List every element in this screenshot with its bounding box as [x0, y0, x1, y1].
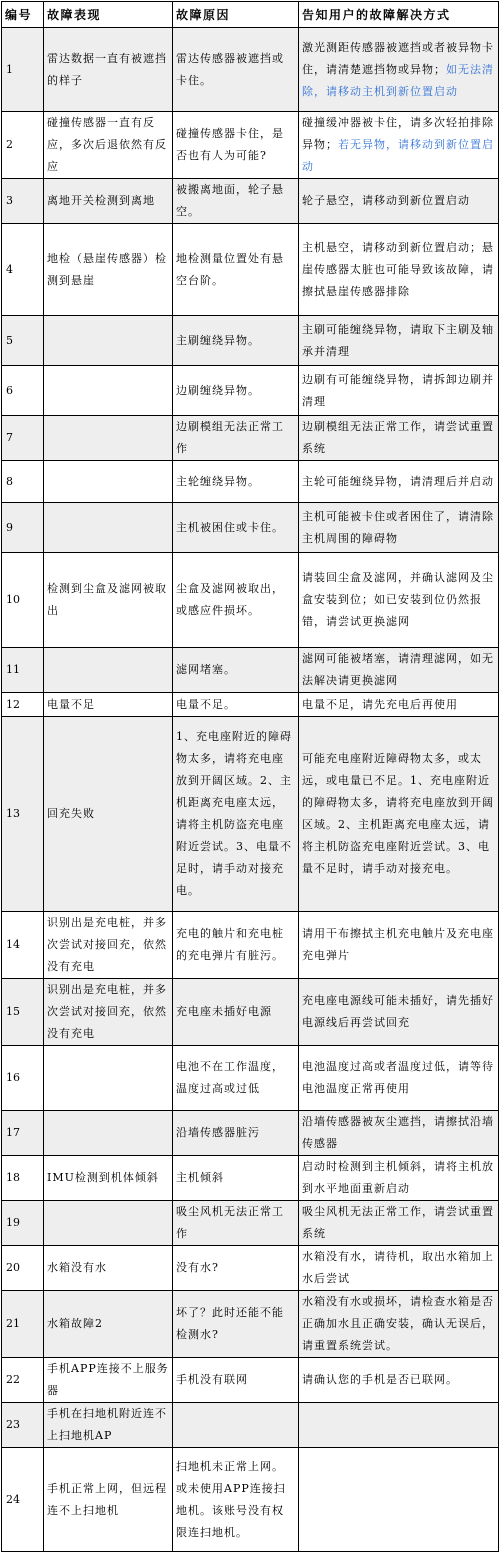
symptom-cell — [44, 503, 173, 553]
table-row — [2, 503, 499, 553]
row-number-text: 2 — [6, 138, 13, 151]
solution-cell — [299, 112, 499, 179]
solution-cell — [299, 1448, 499, 1552]
table-row — [2, 1111, 499, 1156]
symptom-cell-text: 手机正常上网，但远程连不上扫地机 — [47, 1481, 167, 1517]
cause-cell-text: 边刷缠绕异物。 — [176, 383, 260, 397]
solution-cell-text: 边刷有可能缠绕异物，请拆卸边刷并清理 — [302, 372, 494, 408]
solution-cell — [299, 179, 499, 224]
table-row — [2, 1448, 499, 1552]
row-number-text: 3 — [6, 194, 13, 207]
cause-cell-text: 电池不在工作温度，温度过高或过低 — [176, 1060, 284, 1095]
symptom-cell-text: 水箱故障2 — [47, 1317, 103, 1330]
solution-cell-text: 充电座电源线可能未插好，请先插好电源线后再尝试回充 — [302, 994, 494, 1029]
table-row — [2, 1403, 499, 1448]
row-number-text: 9 — [6, 520, 13, 534]
row-number — [2, 553, 44, 648]
cause-cell-text: 手机没有联网 — [176, 1373, 248, 1386]
solution-cell-text: 请用干布擦拭主机充电触片及充电座充电弹片 — [302, 927, 494, 962]
row-number-text: 4 — [6, 262, 13, 276]
cause-cell-text: 坏了？此时还能不能检测水? — [176, 1306, 284, 1341]
solution-cell-text: 轮子悬空，请移动到新位置启动 — [302, 194, 470, 207]
row-number-text: 18 — [6, 1171, 20, 1184]
solution-cell-text: 滤网可能被堵塞，请清理滤网，如无法解决请更换滤网 — [302, 652, 494, 687]
table-row — [2, 912, 499, 979]
cause-cell-text: 主轮缠绕异物。 — [176, 474, 260, 488]
cause-cell-text: 没有水? — [176, 1261, 219, 1274]
cause-cell — [173, 912, 299, 979]
row-number-text: 6 — [6, 383, 13, 397]
table-row — [2, 1358, 499, 1403]
cause-cell-text: 吸尘风机无法正常工作 — [176, 1205, 284, 1240]
cause-cell-text: 扫地机未正常上网。或未使用APP连接扫地机。该账号没有权限连扫地机。 — [176, 1459, 286, 1539]
cause-cell-text: 沿墙传感器脏污 — [176, 1126, 260, 1139]
solution-cell-text: 启动时检测到主机倾斜，请将主机放到水平地面重新启动 — [302, 1160, 494, 1195]
solution-cell — [299, 503, 499, 553]
row-number — [2, 1201, 44, 1246]
cause-cell — [173, 366, 299, 416]
row-number — [2, 416, 44, 461]
row-number-text: 7 — [6, 431, 13, 444]
solution-cell — [299, 366, 499, 416]
symptom-cell — [44, 416, 173, 461]
row-number-text: 16 — [6, 1071, 20, 1084]
row-number-text: 13 — [6, 807, 20, 820]
row-number-text: 19 — [6, 1216, 20, 1229]
row-number — [2, 1403, 44, 1448]
row-number — [2, 503, 44, 553]
row-number-text: 12 — [6, 697, 20, 711]
cause-cell — [173, 553, 299, 648]
solution-cell-text: 水箱没有水或损坏，请检查水箱是否正确加水且正确安装，确认无误后，请重置系统尝试。 — [302, 1295, 494, 1352]
row-number — [2, 179, 44, 224]
cause-cell-text: 滤网堵塞。 — [176, 663, 236, 676]
symptom-cell — [44, 1201, 173, 1246]
table-row — [2, 717, 499, 912]
solution-cell — [299, 224, 499, 316]
solution-cell — [299, 717, 499, 912]
solution-cell — [299, 416, 499, 461]
table-row — [2, 553, 499, 648]
cause-cell — [173, 503, 299, 553]
row-number-text: 11 — [6, 663, 20, 676]
cause-cell-text: 边刷模组无法正常工作 — [176, 420, 284, 455]
symptom-cell — [44, 1291, 173, 1358]
table-row — [2, 693, 499, 717]
solution-cell — [299, 693, 499, 717]
solution-cell — [299, 1246, 499, 1291]
symptom-cell — [44, 28, 173, 112]
cause-cell — [173, 112, 299, 179]
cause-cell-text: 主机被困住或卡住。 — [176, 520, 284, 534]
cause-cell — [173, 693, 299, 717]
row-number — [2, 366, 44, 416]
symptom-cell-text: 手机在扫地机附近连不上扫地机AP — [47, 1407, 167, 1442]
row-number — [2, 112, 44, 179]
solution-cell-text: 吸尘风机无法正常工作，请尝试重置系统 — [302, 1205, 494, 1240]
cause-cell — [173, 1201, 299, 1246]
symptom-cell — [44, 112, 173, 179]
solution-cell-text: 水箱没有水，请待机，取出水箱加上水后尝试 — [302, 1250, 494, 1285]
row-number — [2, 912, 44, 979]
symptom-cell-text: 电量不足 — [47, 697, 95, 711]
cause-cell-text: 主机倾斜 — [176, 1171, 224, 1184]
solution-cell-text: 主轮可能缠绕异物，请清理后并启动 — [302, 474, 494, 488]
symptom-cell-text: 识别出是充电桩，并多次尝试对接回充，依然没有充电 — [47, 916, 167, 973]
cause-cell — [173, 1046, 299, 1111]
symptom-cell — [44, 1358, 173, 1403]
row-number-text: 5 — [6, 333, 13, 347]
cause-cell-text: 1、充电座附近的障碍物太多，请将充电座放到开阔区域。2、主机距离充电座太远，请将主机防盗充电座附近尝试。3、电量不足时，请手动对接充电。 — [176, 730, 292, 897]
symptom-cell-text: 水箱没有水 — [47, 1261, 107, 1274]
cause-cell — [173, 1291, 299, 1358]
cause-cell — [173, 416, 299, 461]
row-number — [2, 1246, 44, 1291]
solution-cell-text: 主刷可能缠绕异物，请取下主刷及轴承并清理 — [302, 322, 494, 358]
symptom-cell — [44, 553, 173, 648]
symptom-cell — [44, 1046, 173, 1111]
cause-cell-text: 地检测量位置处有悬空台阶。 — [176, 251, 284, 287]
cause-cell — [173, 1246, 299, 1291]
solution-cell — [299, 1156, 499, 1201]
row-number — [2, 979, 44, 1046]
row-number-text: 15 — [6, 1005, 20, 1018]
cause-cell-text: 碰撞传感器卡住，是否也有人为可能? — [176, 127, 284, 162]
solution-cell — [299, 979, 499, 1046]
row-number — [2, 1448, 44, 1552]
cause-cell — [173, 179, 299, 224]
solution-cell — [299, 28, 499, 112]
solution-cell-text: 主机可能被卡住或者困住了，请清除主机周围的障碍物 — [302, 509, 494, 545]
cause-cell — [173, 1448, 299, 1552]
symptom-cell — [44, 1403, 173, 1448]
solution-cell-text: 边刷模组无法正常工作，请尝试重置系统 — [302, 420, 494, 455]
cause-cell — [173, 1111, 299, 1156]
solution-cell-text: 主机悬空，请移动到新位置启动；悬崖传感器太脏也可能导致该故障，请擦拭悬崖传感器排除 — [302, 240, 494, 298]
solution-cell — [299, 461, 499, 503]
cause-cell-text: 充电的触片和充电桩的充电弹片有脏污。 — [176, 927, 284, 962]
solution-fallback-text: 如无法清除，请移动主机到新位置启动 — [302, 62, 494, 98]
cause-cell — [173, 1358, 299, 1403]
solution-cell — [299, 1201, 499, 1246]
symptom-cell-text: 离地开关检测到离地 — [47, 194, 155, 207]
symptom-cell-text: IMU检测到机体倾斜 — [47, 1171, 159, 1184]
cause-cell-text: 尘盒及滤网被取出，或感应件损坏。 — [176, 582, 284, 617]
solution-cell — [299, 1046, 499, 1111]
header-solution: 告知用户的故障解决方式 — [299, 2, 499, 28]
symptom-cell — [44, 717, 173, 912]
cause-cell — [173, 979, 299, 1046]
row-number-text: 22 — [6, 1373, 20, 1386]
cause-cell-text: 电量不足。 — [176, 697, 236, 711]
row-number-text: 10 — [6, 593, 20, 606]
row-number — [2, 1291, 44, 1358]
table-row — [2, 179, 499, 224]
solution-fallback-text: 若无异物，请移动到新位置启动 — [302, 138, 494, 173]
solution-cell — [299, 1111, 499, 1156]
row-number-text: 17 — [6, 1126, 20, 1139]
table-row — [2, 1201, 499, 1246]
table-row — [2, 28, 499, 112]
row-number — [2, 461, 44, 503]
row-number — [2, 648, 44, 693]
symptom-cell-text: 地检（悬崖传感器）检测到悬崖 — [47, 251, 167, 287]
symptom-cell-text: 碰撞传感器一直有反应，多次后退依然有反应 — [47, 116, 167, 173]
header-symptom: 故障表现 — [44, 2, 173, 28]
row-number-text: 8 — [6, 474, 13, 488]
symptom-cell — [44, 1246, 173, 1291]
solution-cell-text: 沿墙传感器被灰尘遮挡，请擦拭沿墙传感器 — [302, 1115, 494, 1150]
table-row — [2, 1156, 499, 1201]
table-row — [2, 1246, 499, 1291]
solution-cell — [299, 912, 499, 979]
table-row — [2, 648, 499, 693]
row-number — [2, 224, 44, 316]
fault-table — [1, 1, 499, 1552]
table-row — [2, 416, 499, 461]
solution-cell-text: 激光测距传感器被遮挡或者被异物卡住，请清楚遮挡物或异物； — [302, 40, 494, 76]
symptom-cell-text: 手机APP连接不上服务器 — [47, 1362, 169, 1397]
symptom-cell — [44, 1156, 173, 1201]
table-row — [2, 366, 499, 416]
cause-cell — [173, 28, 299, 112]
symptom-cell — [44, 179, 173, 224]
cause-cell — [173, 1156, 299, 1201]
solution-cell-text: 电量不足，请先充电后再使用 — [302, 697, 458, 711]
row-number-text: 24 — [6, 1492, 20, 1506]
row-number — [2, 316, 44, 366]
solution-cell-text: 可能充电座附近障碍物太多，或太远，或电量已不足。1、充电座附近的障碍物太多，请将充电座放到开阔区域。2、主机距离充电座太远，请将主机防盗充电座附近尝试。3、电量不足时，请手动对接充电。 — [302, 752, 494, 875]
symptom-cell — [44, 1448, 173, 1552]
symptom-cell-text: 回充失败 — [47, 807, 95, 820]
symptom-cell — [44, 1111, 173, 1156]
table-row — [2, 979, 499, 1046]
table-row — [2, 316, 499, 366]
symptom-cell — [44, 648, 173, 693]
symptom-cell — [44, 316, 173, 366]
table-row — [2, 224, 499, 316]
solution-cell — [299, 648, 499, 693]
header-number: 编号 — [2, 2, 44, 28]
header-row — [2, 2, 499, 28]
table-row — [2, 112, 499, 179]
cause-cell-text: 被搬离地面，轮子悬空。 — [176, 183, 284, 218]
cause-cell — [173, 717, 299, 912]
solution-cell-text: 请确认您的手机是否已联网。 — [302, 1373, 458, 1386]
symptom-cell — [44, 366, 173, 416]
row-number-text: 1 — [6, 62, 13, 76]
cause-cell — [173, 1403, 299, 1448]
row-number — [2, 1156, 44, 1201]
row-number — [2, 693, 44, 717]
solution-cell — [299, 316, 499, 366]
cause-cell — [173, 316, 299, 366]
symptom-cell — [44, 979, 173, 1046]
symptom-cell — [44, 461, 173, 503]
row-number-text: 20 — [6, 1261, 20, 1274]
row-number — [2, 28, 44, 112]
table-row — [2, 1046, 499, 1111]
solution-cell-text: 电池温度过高或者温度过低，请等待电池温度正常再使用 — [302, 1060, 494, 1095]
symptom-cell-text: 检测到尘盒及滤网被取出 — [47, 582, 167, 617]
header-cause: 故障原因 — [173, 2, 299, 28]
cause-cell — [173, 461, 299, 503]
solution-cell — [299, 1358, 499, 1403]
symptom-cell — [44, 912, 173, 979]
solution-cell — [299, 1403, 499, 1448]
symptom-cell-text: 雷达数据一直有被遮挡的样子 — [47, 51, 167, 87]
cause-cell — [173, 648, 299, 693]
symptom-cell — [44, 224, 173, 316]
solution-cell-text: 碰撞缓冲器被卡住，请多次轻拍排除异物； — [302, 116, 494, 151]
solution-cell-text: 请装回尘盒及滤网，并确认滤网及尘盒安装到位；如已安装到位仍然报错，请尝试更换滤网 — [302, 571, 494, 628]
row-number-text: 14 — [6, 938, 20, 951]
table-row — [2, 461, 499, 503]
row-number — [2, 717, 44, 912]
symptom-cell-text: 识别出是充电桩，并多次尝试对接回充，依然没有充电 — [47, 983, 167, 1040]
solution-cell — [299, 1291, 499, 1358]
cause-cell-text: 雷达传感器被遮挡或卡住。 — [176, 51, 284, 87]
table-row — [2, 1291, 499, 1358]
row-number — [2, 1046, 44, 1111]
cause-cell-text: 充电座未插好电源 — [176, 1005, 272, 1018]
cause-cell — [173, 224, 299, 316]
symptom-cell — [44, 693, 173, 717]
row-number-text: 21 — [6, 1317, 20, 1330]
row-number-text: 23 — [6, 1418, 20, 1431]
row-number — [2, 1358, 44, 1403]
row-number — [2, 1111, 44, 1156]
solution-cell — [299, 553, 499, 648]
cause-cell-text: 主刷缠绕异物。 — [176, 333, 260, 347]
